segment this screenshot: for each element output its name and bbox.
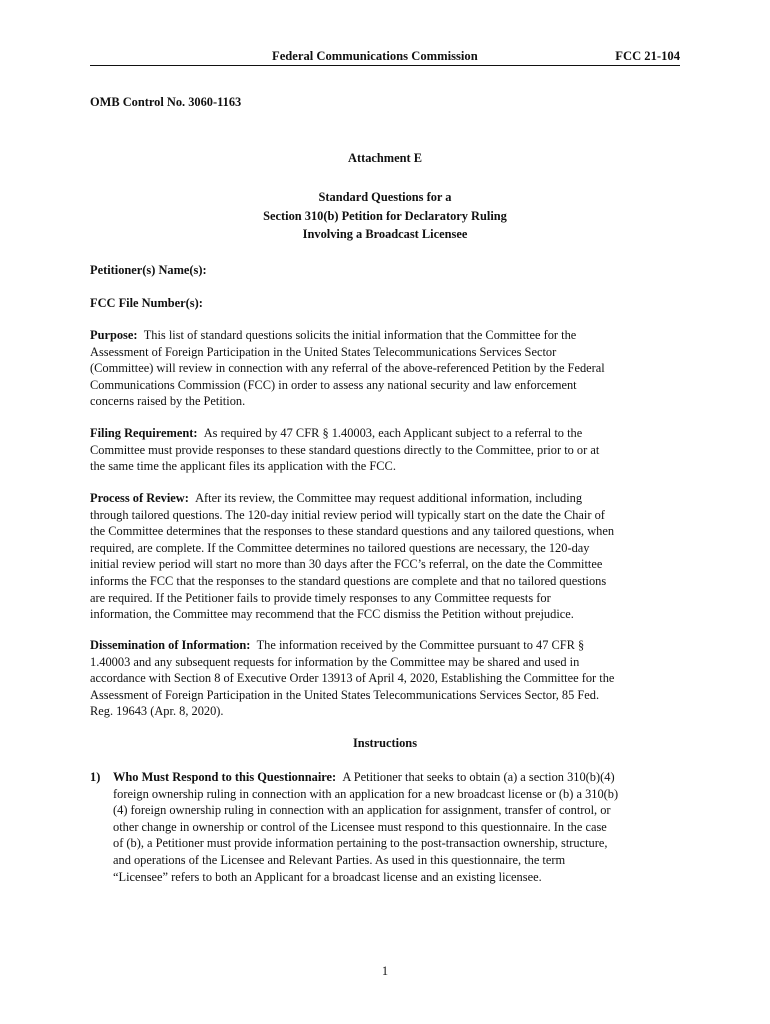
paragraph-line: information, the Committee may recommend that the FCC dismiss the Petition without prejudice. xyxy=(90,607,574,622)
paragraph-line: Dissemination of Information: The information received by the Committee pursuant to 47 CFR § xyxy=(90,638,585,652)
file-number-label: FCC File Number(s): xyxy=(90,296,203,310)
paragraph-line: “Licensee” refers to both an Applicant for a broadcast license and an existing licensee. xyxy=(113,869,542,884)
item-heading: Who Must Respond to this Questionnaire: xyxy=(113,770,337,784)
page-number: 1 xyxy=(381,964,389,978)
header-doc-number: FCC 21-104 xyxy=(615,49,680,63)
paragraph-line: the Committee determines that the responses to these standard questions and any tailored questions, when xyxy=(90,524,615,539)
paragraph-line: initial review period will start no more than 30 days after the FCC’s referral, on the date the Committee xyxy=(90,557,603,572)
paragraph-line: Committee must provide responses to these standard questions directly to the Committee, prior to or at xyxy=(90,442,600,457)
instruction-item-1 xyxy=(90,769,684,885)
document-title xyxy=(90,188,680,244)
paragraph-line: through tailored questions. The 120-day initial review period will typically start on the date the Chair of xyxy=(90,507,605,522)
paragraph-line: are required. If the Petitioner fails to provide timely responses to any Committee requests for xyxy=(90,590,551,605)
dissemination-heading: Dissemination of Information: xyxy=(90,638,251,652)
header-agency: Federal Communications Commission xyxy=(272,49,478,63)
paragraph-line: Assessment of Foreign Participation in the United States Telecommunications Services Sector xyxy=(90,344,557,359)
paragraph-line: Assessment of Foreign Participation in the United States Telecommunications Services Sector, 85 Fed. xyxy=(90,687,600,702)
paragraph-line: concerns raised by the Petition. xyxy=(90,394,246,409)
review-heading: Process of Review: xyxy=(90,491,189,505)
filing-heading: Filing Requirement: xyxy=(90,426,198,440)
petitioner-name-label: Petitioner(s) Name(s): xyxy=(90,263,207,277)
paragraph-line: of (b), a Petitioner must provide information pertaining to the post-transaction ownership, structure, xyxy=(113,836,608,851)
filing-requirement-paragraph xyxy=(90,425,684,475)
paragraph-line: Purpose: This list of standard questions solicits the initial information that the Committee for the xyxy=(90,328,577,342)
paragraph-line: accordance with Section 8 of Executive Order 13913 of April 4, 2020, Establishing the Committee for the xyxy=(90,671,615,686)
attachment-label: Attachment E xyxy=(348,151,422,165)
paragraph-line: Filing Requirement: As required by 47 CFR § 1.40003, each Applicant subject to a referral to the xyxy=(90,426,583,440)
paragraph-line: Communications Commission (FCC) in order to assess any national security and law enforcement xyxy=(90,377,577,392)
paragraph-line: and operations of the Licensee and Relevant Parties. As used in this questionnaire, the term xyxy=(113,852,566,867)
paragraph-line: (4) foreign ownership ruling in connection with an application for assignment, transfer of control, or xyxy=(113,803,611,818)
instructions-heading: Instructions xyxy=(352,736,418,750)
purpose-heading: Purpose: xyxy=(90,328,138,342)
paragraph-line: (Committee) will review in connection with any referral of the above-referenced Petition by the Federal xyxy=(90,361,605,376)
purpose-paragraph xyxy=(90,327,684,410)
paragraph-line: Process of Review: After its review, the Committee may request additional information, including xyxy=(90,491,583,505)
paragraph-line: informs the FCC that the responses to the standard questions are complete and that no tailored questions xyxy=(90,573,607,588)
paragraph-line: 1.40003 and any subsequent requests for information by the Committee may be shared and used in xyxy=(90,654,580,669)
paragraph-line: required, are complete. If the Committee determines no tailored questions are necessary, the 120-day xyxy=(90,540,590,555)
paragraph-line: other change in ownership or control of the Licensee must respond to this questionnaire. In the case xyxy=(113,819,607,834)
title-line: Involving a Broadcast Licensee xyxy=(302,227,468,241)
title-line: Section 310(b) Petition for Declaratory Ruling xyxy=(263,208,507,223)
item-number: 1) xyxy=(90,770,101,784)
paragraph-line: foreign ownership ruling in connection with an application for a new broadcast license or (b) a 310(b) xyxy=(113,786,619,801)
paragraph-line: the same time the applicant files its application with the FCC. xyxy=(90,459,396,474)
paragraph-line: Reg. 19643 (Apr. 8, 2020). xyxy=(90,704,224,719)
omb-control-number: OMB Control No. 3060-1163 xyxy=(90,95,242,109)
process-of-review-paragraph xyxy=(90,490,684,623)
page-header xyxy=(90,47,680,66)
title-line: Standard Questions for a xyxy=(318,190,452,204)
paragraph-line: Who Must Respond to this Questionnaire: A Petitioner that seeks to obtain (a) a section 310(b)(4) xyxy=(113,770,615,784)
dissemination-paragraph xyxy=(90,637,684,720)
item-body xyxy=(113,769,684,885)
